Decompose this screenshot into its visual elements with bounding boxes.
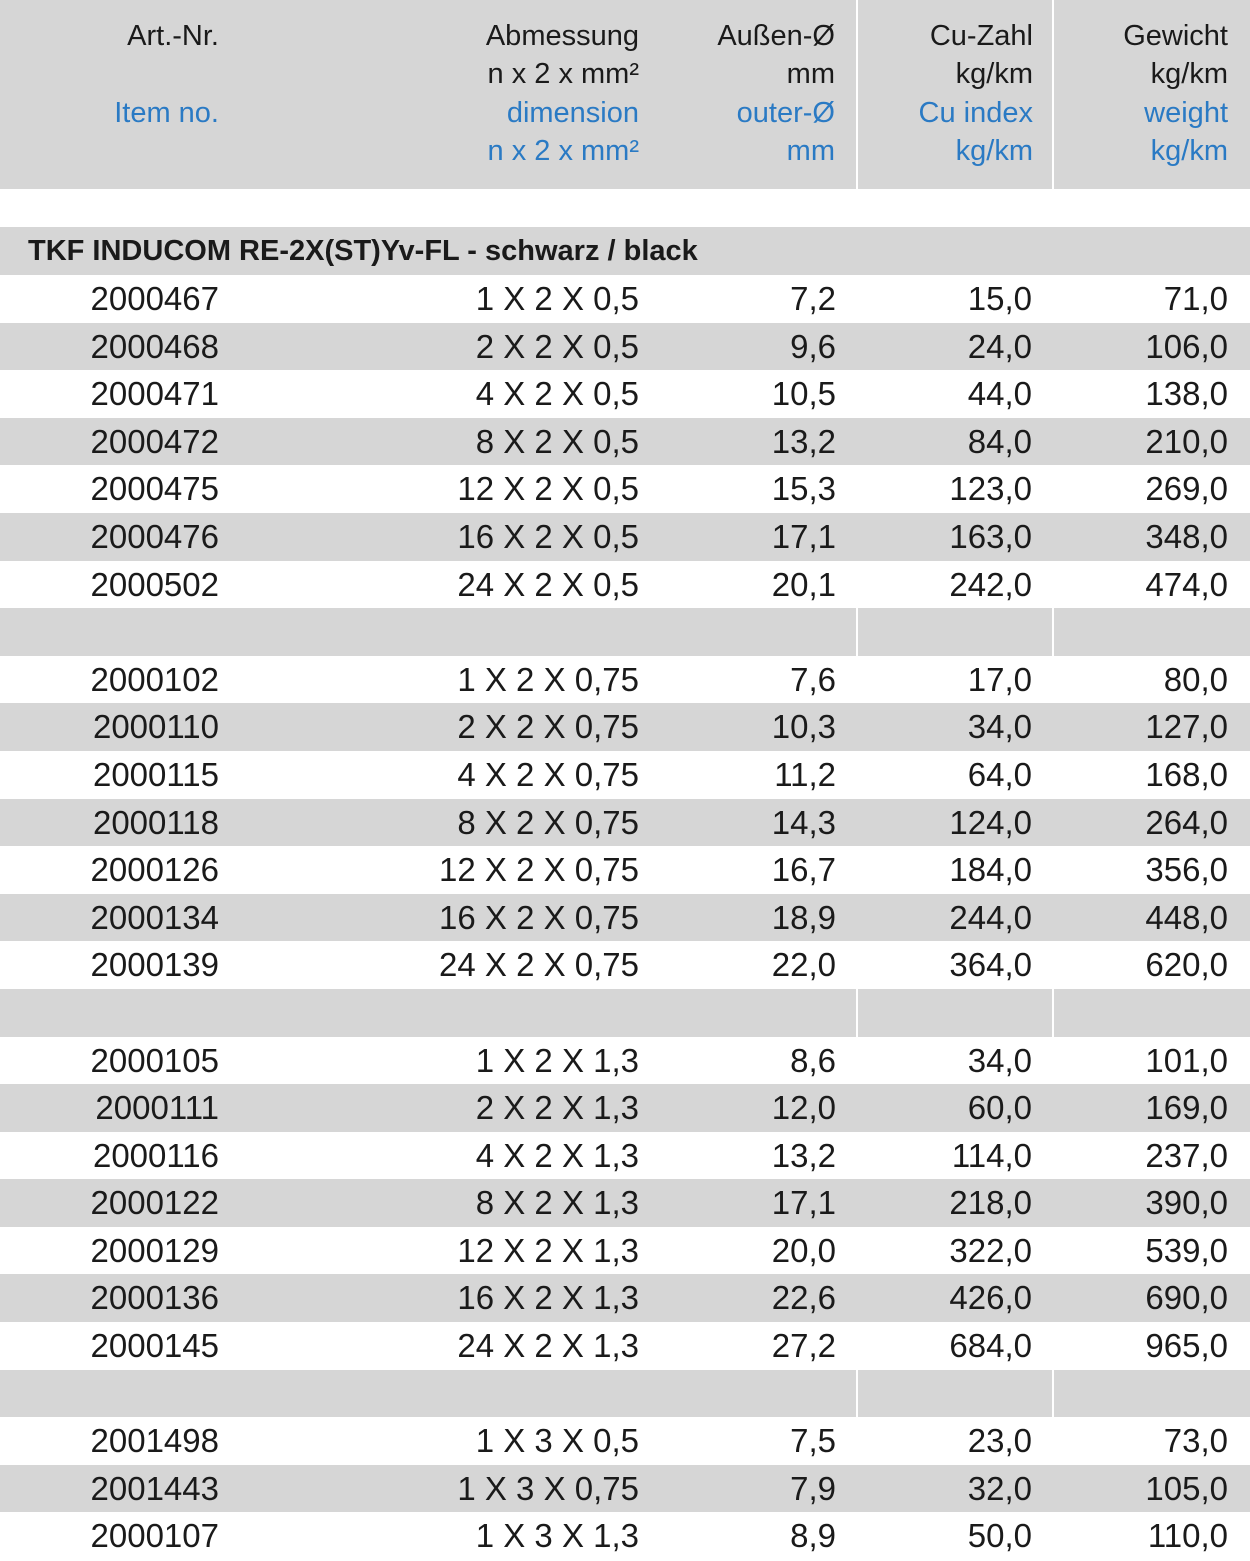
cell-item-no: 2000468 [90, 327, 219, 365]
cell-weight: 127,0 [1145, 708, 1228, 746]
table-row [0, 513, 1250, 561]
cell-weight: 264,0 [1145, 803, 1228, 841]
cell-item-no: 2000107 [90, 1517, 219, 1555]
table-row [0, 1084, 1250, 1132]
cell-dimension: 4 X 2 X 0,5 [475, 375, 639, 413]
table-header [0, 0, 1250, 189]
header-outer-diameter-de-unit: mm [786, 58, 835, 90]
table-row [0, 1227, 1250, 1275]
column-divider [856, 989, 858, 1037]
table-row [0, 1465, 1250, 1513]
cell-weight: 210,0 [1145, 422, 1228, 460]
cell-weight: 80,0 [1163, 660, 1228, 698]
cell-outer-diameter: 15,3 [771, 470, 836, 508]
cell-item-no: 2000467 [90, 280, 219, 317]
cell-dimension: 12 X 2 X 1,3 [457, 1231, 639, 1269]
header-cu-index-en-unit: kg/km [955, 135, 1033, 167]
cell-item-no: 2000145 [90, 1327, 219, 1365]
cell-weight: 138,0 [1145, 375, 1228, 413]
table-row [0, 275, 1250, 323]
header-weight-de: Gewicht [1123, 20, 1228, 52]
header-dimension-de-unit: n x 2 x mm² [487, 58, 639, 90]
cell-dimension: 24 X 2 X 0,75 [439, 946, 639, 984]
column-divider [1052, 1370, 1054, 1418]
cell-dimension: 1 X 3 X 0,5 [475, 1422, 639, 1460]
cell-outer-diameter: 17,1 [771, 1184, 836, 1222]
cell-dimension: 16 X 2 X 0,75 [439, 898, 639, 936]
header-weight-de-unit: kg/km [1150, 58, 1228, 90]
cell-cu-index: 60,0 [967, 1089, 1032, 1127]
cell-dimension: 4 X 2 X 1,3 [475, 1136, 639, 1174]
cell-weight: 965,0 [1145, 1327, 1228, 1365]
cell-dimension: 2 X 2 X 1,3 [475, 1089, 639, 1127]
table-row [0, 561, 1250, 609]
table-row [0, 1132, 1250, 1180]
table-row [0, 703, 1250, 751]
cell-cu-index: 23,0 [967, 1422, 1032, 1460]
cell-outer-diameter: 17,1 [771, 517, 836, 555]
cell-cu-index: 123,0 [949, 470, 1032, 508]
cell-weight: 348,0 [1145, 517, 1228, 555]
cell-dimension: 24 X 2 X 0,5 [457, 565, 639, 603]
cell-item-no: 2000129 [90, 1231, 219, 1269]
cell-item-no: 2000502 [90, 565, 219, 603]
cell-outer-diameter: 8,9 [790, 1517, 836, 1555]
cell-cu-index: 17,0 [967, 660, 1032, 698]
cell-dimension: 16 X 2 X 0,5 [457, 517, 639, 555]
header-cu-index-de-unit: kg/km [955, 58, 1033, 90]
table-row [0, 894, 1250, 942]
column-divider [1052, 608, 1054, 656]
group-separator-row [0, 989, 1250, 1037]
group-separator-row [0, 608, 1250, 656]
cell-cu-index: 32,0 [967, 1469, 1032, 1507]
cell-outer-diameter: 14,3 [771, 803, 836, 841]
column-divider [856, 1370, 858, 1418]
cell-cu-index: 50,0 [967, 1517, 1032, 1555]
cell-dimension: 1 X 3 X 0,75 [457, 1469, 639, 1507]
cell-item-no: 2000102 [90, 660, 219, 698]
cell-item-no: 2000471 [90, 375, 219, 413]
cell-weight: 620,0 [1145, 946, 1228, 984]
cell-weight: 105,0 [1145, 1469, 1228, 1507]
table-row [0, 656, 1250, 704]
header-item-no-de: Art.-Nr. [127, 20, 219, 52]
cell-item-no: 2000118 [92, 803, 219, 841]
header-outer-diameter [660, 0, 856, 189]
cell-item-no: 2000475 [90, 470, 219, 508]
cell-item-no: 2000139 [90, 946, 219, 984]
cell-outer-diameter: 11,2 [774, 755, 836, 793]
cell-outer-diameter: 10,5 [771, 375, 836, 413]
header-dimension-en-unit: n x 2 x mm² [487, 135, 639, 167]
cell-outer-diameter: 9,6 [790, 327, 836, 365]
cell-dimension: 2 X 2 X 0,75 [457, 708, 639, 746]
table-row [0, 1274, 1250, 1322]
cell-outer-diameter: 10,3 [771, 708, 836, 746]
cell-outer-diameter: 18,9 [771, 898, 836, 936]
cell-outer-diameter: 16,7 [771, 851, 836, 889]
cell-item-no: 2000111 [95, 1089, 219, 1127]
cell-cu-index: 124,0 [949, 803, 1032, 841]
table-row [0, 465, 1250, 513]
cell-outer-diameter: 13,2 [771, 422, 836, 460]
header-dimension-de: Abmessung [485, 20, 639, 52]
cell-dimension: 1 X 2 X 0,75 [457, 660, 639, 698]
cell-cu-index: 114,0 [951, 1136, 1032, 1174]
cell-dimension: 12 X 2 X 0,5 [457, 470, 639, 508]
cell-cu-index: 34,0 [967, 708, 1032, 746]
cell-dimension: 12 X 2 X 0,75 [439, 851, 639, 889]
cell-item-no: 2001498 [90, 1422, 219, 1460]
header-outer-diameter-en-unit: mm [786, 135, 835, 167]
cell-item-no: 2000472 [90, 422, 219, 460]
header-outer-diameter-de: Außen-Ø [717, 20, 835, 52]
cell-item-no: 2000136 [90, 1279, 219, 1317]
cell-cu-index: 242,0 [949, 565, 1032, 603]
table-body [0, 275, 1250, 1560]
cell-dimension: 2 X 2 X 0,5 [475, 327, 639, 365]
cell-outer-diameter: 8,6 [790, 1041, 836, 1079]
cell-weight: 110,0 [1147, 1517, 1228, 1555]
table-row [0, 799, 1250, 847]
cell-cu-index: 24,0 [967, 327, 1032, 365]
cell-weight: 169,0 [1145, 1089, 1228, 1127]
cell-weight: 73,0 [1163, 1422, 1228, 1460]
cell-outer-diameter: 22,0 [771, 946, 836, 984]
cell-outer-diameter: 7,9 [790, 1469, 836, 1507]
table-row [0, 941, 1250, 989]
table-row [0, 418, 1250, 466]
cell-weight: 690,0 [1145, 1279, 1228, 1317]
cell-outer-diameter: 27,2 [771, 1327, 836, 1365]
cell-cu-index: 218,0 [949, 1184, 1032, 1222]
cell-outer-diameter: 7,5 [790, 1422, 836, 1460]
cell-cu-index: 244,0 [949, 898, 1032, 936]
cell-cu-index: 184,0 [949, 851, 1032, 889]
header-outer-diameter-en: outer-Ø [736, 97, 835, 129]
cell-weight: 101,0 [1145, 1041, 1228, 1079]
table-row [0, 1037, 1250, 1085]
cell-outer-diameter: 7,2 [790, 280, 836, 317]
section-header [0, 227, 1250, 275]
header-weight-en-unit: kg/km [1150, 135, 1228, 167]
cell-item-no: 2000122 [90, 1184, 219, 1222]
header-gap [0, 189, 1250, 227]
cell-outer-diameter: 13,2 [771, 1136, 836, 1174]
cell-outer-diameter: 12,0 [771, 1089, 836, 1127]
cell-cu-index: 364,0 [949, 946, 1032, 984]
cell-weight: 269,0 [1145, 470, 1228, 508]
section-title: TKF INDUCOM RE-2X(ST)Yv-FL - schwarz / black [28, 235, 698, 267]
table-row [0, 1512, 1250, 1560]
cell-outer-diameter: 20,0 [771, 1231, 836, 1269]
table-row [0, 751, 1250, 799]
table-row [0, 370, 1250, 418]
header-weight [1052, 0, 1250, 189]
cell-dimension: 1 X 2 X 0,5 [475, 280, 639, 317]
cell-cu-index: 34,0 [967, 1041, 1032, 1079]
cell-weight: 168,0 [1145, 755, 1228, 793]
cell-outer-diameter: 7,6 [790, 660, 836, 698]
table-row [0, 323, 1250, 371]
cell-item-no: 2000134 [90, 898, 219, 936]
cell-dimension: 4 X 2 X 0,75 [457, 755, 639, 793]
header-cu-index-en: Cu index [918, 97, 1033, 129]
cell-item-no: 2000476 [90, 517, 219, 555]
cell-dimension: 1 X 2 X 1,3 [475, 1041, 639, 1079]
cell-dimension: 24 X 2 X 1,3 [457, 1327, 639, 1365]
cell-cu-index: 84,0 [967, 422, 1032, 460]
column-divider [856, 608, 858, 656]
cell-cu-index: 163,0 [949, 517, 1032, 555]
cell-dimension: 1 X 3 X 1,3 [475, 1517, 639, 1555]
header-cu-index-de: Cu-Zahl [929, 20, 1033, 52]
cell-weight: 356,0 [1145, 851, 1228, 889]
header-cu-index [856, 0, 1053, 189]
group-separator-row [0, 1370, 1250, 1418]
cell-weight: 474,0 [1145, 565, 1228, 603]
cell-outer-diameter: 22,6 [771, 1279, 836, 1317]
cell-cu-index: 322,0 [949, 1231, 1032, 1269]
cell-cu-index: 684,0 [949, 1327, 1032, 1365]
cell-weight: 390,0 [1145, 1184, 1228, 1222]
header-weight-en: weight [1144, 97, 1228, 129]
cell-weight: 237,0 [1145, 1136, 1228, 1174]
header-dimension [0, 0, 660, 189]
cell-dimension: 16 X 2 X 1,3 [457, 1279, 639, 1317]
column-divider [1052, 989, 1054, 1037]
cell-cu-index: 64,0 [967, 755, 1032, 793]
cell-item-no: 2000110 [92, 708, 219, 746]
table-row [0, 1417, 1250, 1465]
cell-item-no: 2000115 [92, 755, 219, 793]
cell-weight: 106,0 [1145, 327, 1228, 365]
table-row [0, 846, 1250, 894]
cell-dimension: 8 X 2 X 1,3 [475, 1184, 639, 1222]
cell-dimension: 8 X 2 X 0,75 [457, 803, 639, 841]
table-row [0, 1179, 1250, 1227]
table-row [0, 1322, 1250, 1370]
header-item-no-en: Item no. [114, 97, 219, 129]
cell-item-no: 2000116 [92, 1136, 219, 1174]
cell-item-no: 2000105 [90, 1041, 219, 1079]
cell-weight: 71,0 [1163, 280, 1228, 317]
cell-weight: 539,0 [1145, 1231, 1228, 1269]
cell-outer-diameter: 20,1 [771, 565, 836, 603]
cell-item-no: 2000126 [90, 851, 219, 889]
cell-dimension: 8 X 2 X 0,5 [475, 422, 639, 460]
cell-cu-index: 15,0 [967, 280, 1032, 317]
cell-cu-index: 44,0 [967, 375, 1032, 413]
cell-weight: 448,0 [1145, 898, 1228, 936]
header-dimension-en: dimension [506, 97, 639, 129]
cell-cu-index: 426,0 [949, 1279, 1032, 1317]
cell-item-no: 2001443 [90, 1469, 219, 1507]
